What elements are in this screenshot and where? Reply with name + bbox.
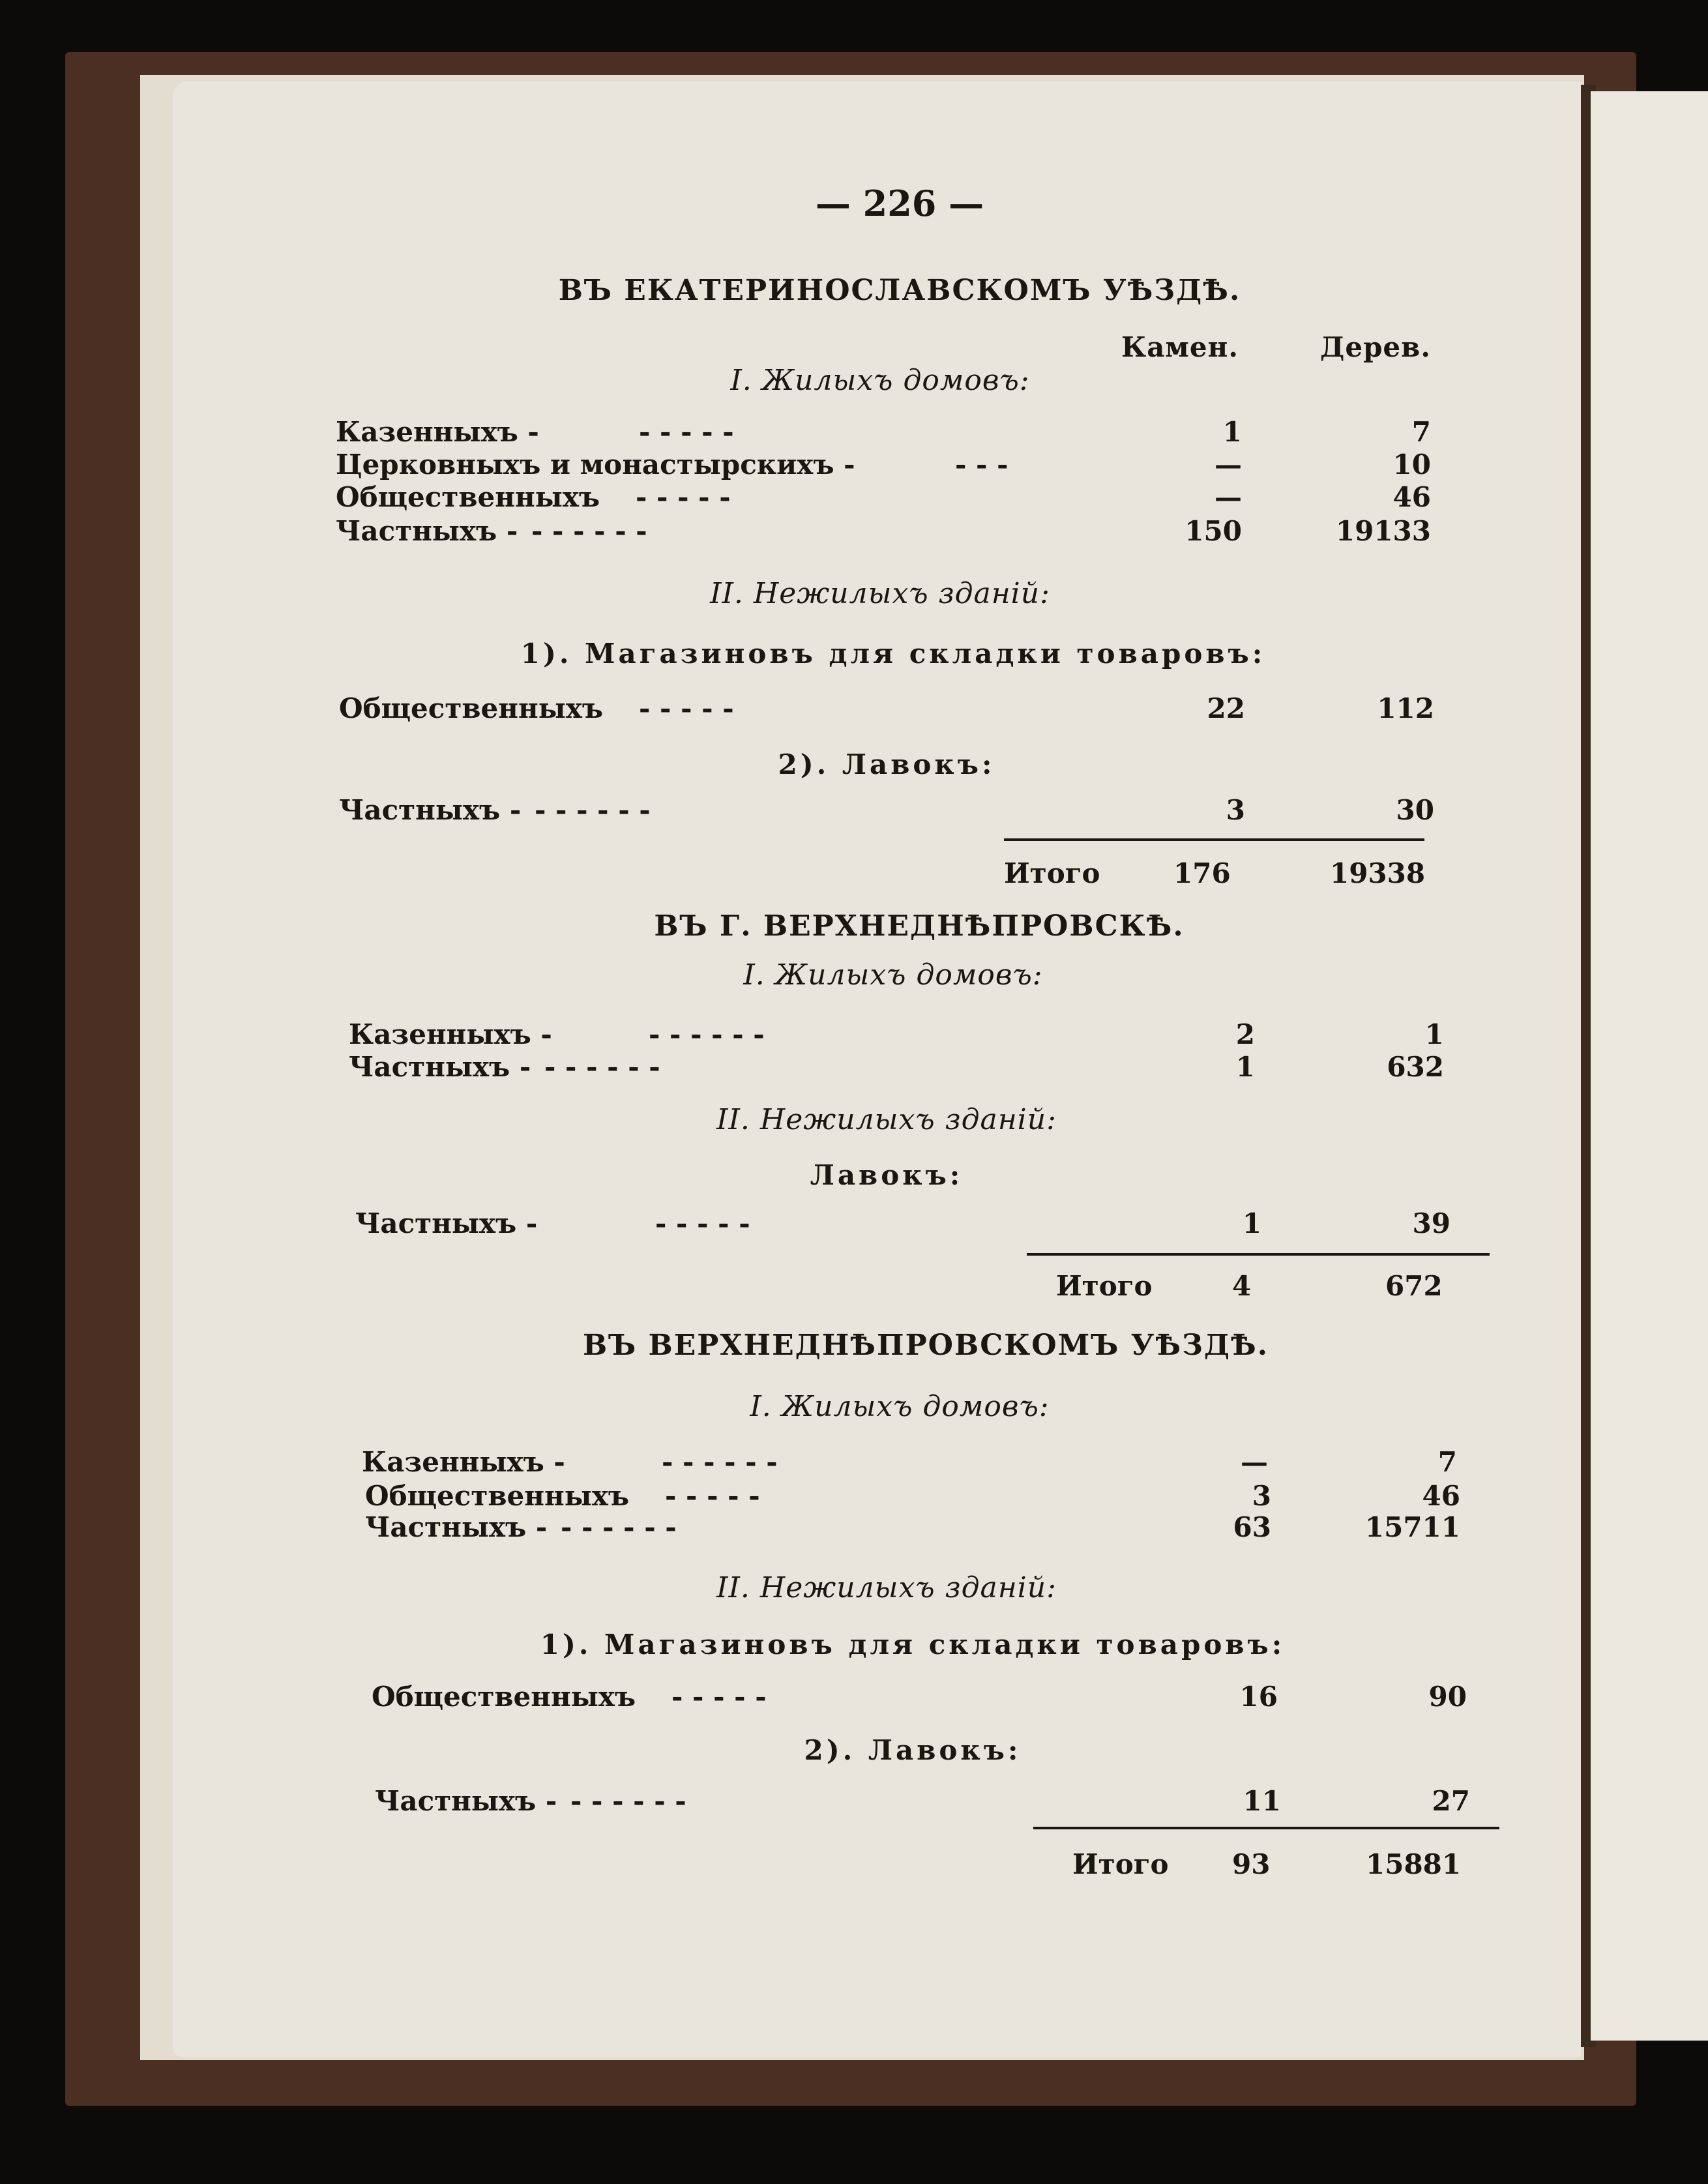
total-rule [1027,1253,1490,1256]
subheading-shops: 2). Лавокъ: [804,1734,1022,1766]
row-value-wood: 46 [1422,1480,1460,1512]
subheading-warehouses: 1). Магазиновъ для складки товаровъ: [520,638,1266,670]
table-row [339,794,1434,829]
row-label: Церковныхъ и монастырскихъ - [336,449,855,480]
table-row [372,1681,1467,1716]
row-dashes: - - - - - - [649,1018,765,1050]
total-value-wood: 15881 [1366,1848,1462,1880]
section-title-verkhnedneprovsk-city: ВЪ Г. ВЕРХНЕДНѢПРОВСКѢ. [654,909,1185,943]
row-value-wood: 7 [1411,416,1431,448]
row-label: Частныхъ - [339,794,522,826]
section-heading-nonresidential: II. Нежилыхъ зданій: [716,1571,1057,1604]
row-label: Частныхъ - [349,1051,531,1083]
row-dashes: - - - - - [636,481,731,513]
table-row [339,692,1434,728]
row-value-stone: — [1241,1446,1268,1478]
row-value-wood: 39 [1412,1207,1450,1239]
row-value-stone: 63 [1233,1511,1271,1543]
row-label: Частныхъ - [355,1207,538,1239]
page-number: — 226 — [815,183,984,224]
row-label: Частныхъ - [365,1511,548,1543]
row-value-stone: 16 [1239,1681,1278,1713]
row-dashes: - - - - - [655,1207,750,1239]
column-header-wood: Дерев. [1320,331,1431,363]
total-value-stone: 176 [1173,857,1231,889]
row-label: Частныхъ - [375,1785,557,1817]
row-value-stone: 1 [1235,1051,1255,1083]
row-value-wood: 19133 [1335,515,1431,547]
row-value-wood: 30 [1396,794,1434,826]
row-value-wood: 27 [1432,1785,1470,1817]
total-rule [1033,1827,1499,1829]
row-dashes: - - - - - - [535,794,651,826]
table-row [375,1785,1470,1820]
table-row [336,416,1431,451]
row-value-stone: 1 [1222,416,1242,448]
table-row [349,1051,1444,1086]
row-value-wood: 46 [1392,481,1431,513]
total-row [1056,1270,1486,1305]
section-heading-nonresidential: II. Нежилыхъ зданій: [710,577,1050,610]
row-value-wood: 7 [1437,1446,1457,1478]
row-value-wood: 15711 [1364,1511,1460,1543]
section-title-ekaterinoslav-uezd: ВЪ ЕКАТЕРИНОСЛАВСКОМЪ УѢЗДѢ. [558,274,1241,307]
row-value-stone: 150 [1185,515,1242,547]
subheading-shops: 2). Лавокъ: [778,748,995,780]
row-label: Казенныхъ - [362,1446,565,1478]
row-value-stone: 11 [1243,1785,1281,1817]
row-value-wood: 632 [1387,1051,1444,1083]
row-dashes: - - - - - [671,1681,767,1713]
row-label: Общественныхъ [365,1480,630,1512]
row-value-stone: 3 [1252,1480,1271,1512]
total-value-wood: 672 [1385,1270,1443,1302]
total-value-stone: 4 [1232,1270,1252,1302]
row-label: Общественныхъ [339,692,604,724]
subheading-warehouses: 1). Магазиновъ для складки товаровъ: [540,1629,1286,1660]
section-heading-residential: I. Жилыхъ домовъ: [750,1390,1050,1423]
section-title-verkhnedneprovsk-uezd: ВЪ ВЕРХНЕДНѢПРОВСКОМЪ УѢЗДѢ. [582,1329,1269,1362]
subheading-shops: Лавокъ: [810,1159,964,1191]
section-heading-nonresidential: II. Нежилыхъ зданій: [716,1103,1057,1136]
row-dashes: - - - - - - [570,1785,686,1817]
row-value-stone: 22 [1207,692,1245,724]
table-row [355,1207,1450,1243]
row-label: Казенныхъ - [349,1018,552,1050]
table-row [336,449,1431,484]
row-value-stone: 3 [1226,794,1245,826]
row-label: Казенныхъ - [336,416,539,448]
row-value-stone: 2 [1235,1018,1255,1050]
column-header-stone: Камен. [1121,331,1239,363]
row-dashes: - - - - - - [561,1511,677,1543]
total-value-stone: 93 [1232,1848,1271,1880]
total-row [1004,857,1434,893]
row-dashes: - - - - - [639,416,734,448]
table-row [365,1511,1460,1546]
row-dashes: - - - - - [665,1480,760,1512]
row-dashes: - - - - - - [531,515,647,547]
section-heading-residential: I. Жилыхъ домовъ: [730,364,1030,397]
total-value-wood: 19338 [1330,857,1426,889]
row-label: Общественныхъ [336,481,600,513]
row-value-wood: 1 [1424,1018,1444,1050]
row-dashes: - - - [955,449,1009,480]
row-dashes: - - - - - - [662,1446,778,1478]
table-row [365,1480,1460,1515]
section-heading-residential: I. Жилыхъ домовъ: [743,958,1043,992]
table-row [336,481,1431,516]
total-label: Итого [1056,1270,1153,1302]
row-value-stone: 1 [1242,1207,1261,1239]
row-value-stone: — [1215,449,1242,480]
row-dashes: - - - - - [639,692,734,724]
total-label: Итого [1072,1848,1169,1880]
row-value-wood: 90 [1428,1681,1467,1713]
row-value-wood: 10 [1392,449,1431,480]
row-label: Общественныхъ [372,1681,636,1713]
row-dashes: - - - - - - [544,1051,660,1083]
total-rule [1004,838,1424,841]
total-label: Итого [1004,857,1100,889]
table-row [349,1018,1444,1054]
row-label: Частныхъ - [336,515,518,547]
table-row [362,1446,1457,1481]
table-row [336,515,1431,550]
row-value-wood: 112 [1377,692,1434,724]
total-row [1072,1848,1503,1883]
row-value-stone: — [1215,481,1242,513]
